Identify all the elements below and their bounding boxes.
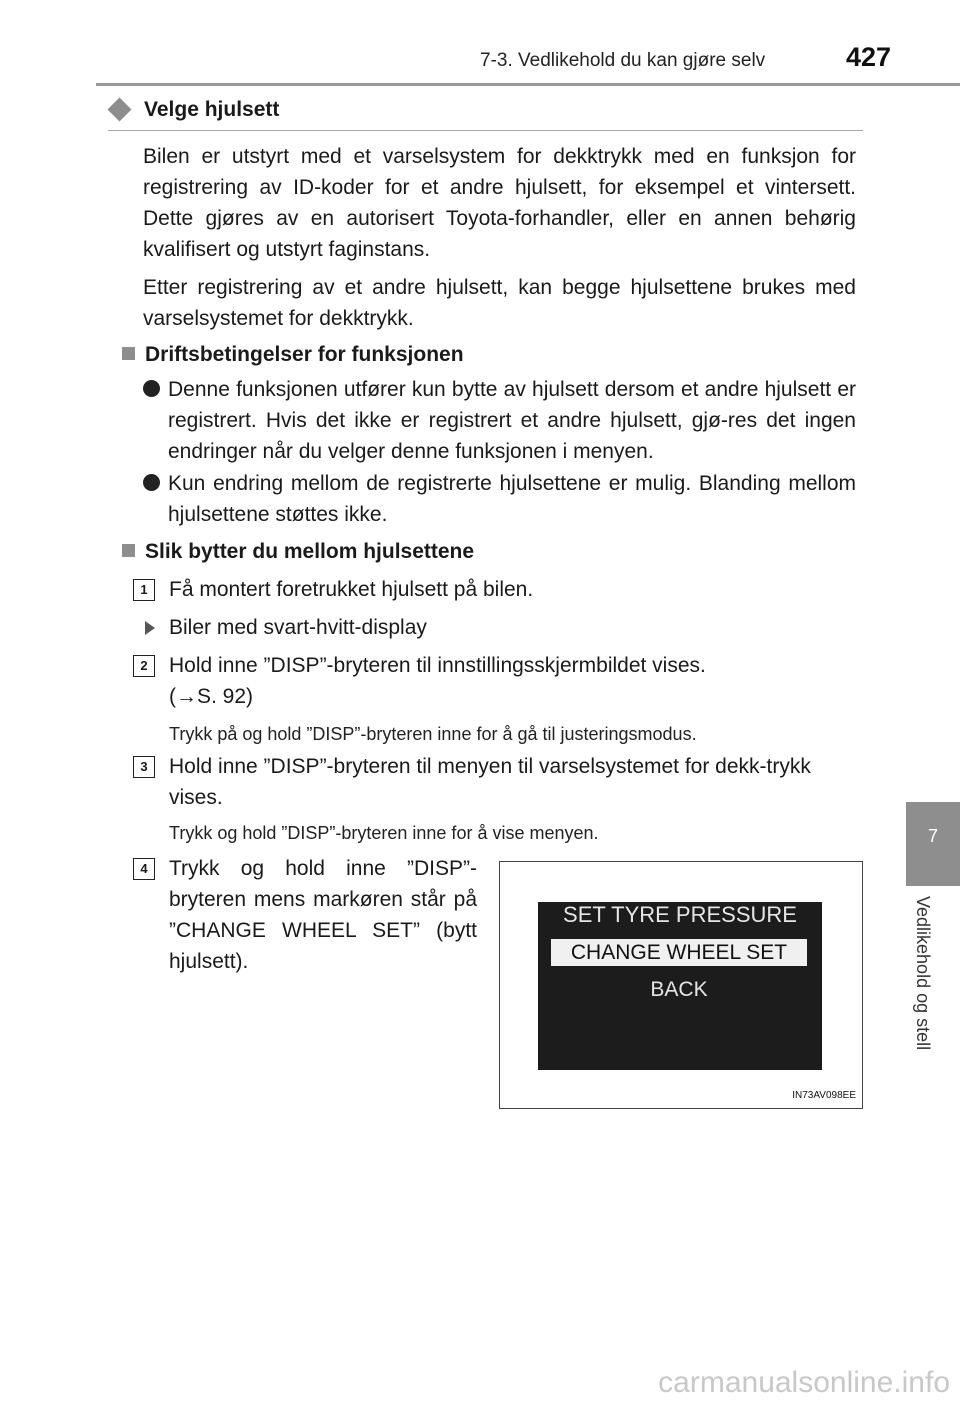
header-rule xyxy=(96,83,960,86)
conditions-title: Driftsbetingelser for funksjonen xyxy=(145,343,464,366)
condition-text: Denne funksjonen utfører kun bytte av hjulsett dersom et andre hjulsett er registrert. Hvis det ikke er registrert et andre hjulsett, gjø-res det ingen endringer når du velger denne funksjonen i menyen. xyxy=(168,378,856,463)
bullet-dot-icon xyxy=(143,380,160,397)
step-2-text: Hold inne ”DISP”-bryteren til innstillingsskjermbildet vises. xyxy=(169,654,706,677)
switching-heading xyxy=(122,540,474,564)
square-bullet-icon xyxy=(122,544,135,557)
step-3-note: Trykk og hold ”DISP”-bryteren inne for å vise menyen. xyxy=(169,823,599,843)
chapter-header: 7-3. Vedlikehold du kan gjøre selv xyxy=(480,50,766,71)
page-number: 427 xyxy=(846,42,892,72)
figure-code: IN73AV098EE xyxy=(792,1090,856,1101)
section-heading xyxy=(108,97,863,131)
menu-item-back: BACK xyxy=(650,978,708,1001)
registration-paragraph: Etter registrering av et andre hjulsett, kan begge hjulsettene brukes med varselsystemet for dekktrykk. xyxy=(143,276,856,330)
step-number-box: 3 xyxy=(133,756,155,778)
triangle-right-icon xyxy=(145,621,155,635)
step-2-note: Trykk på og hold ”DISP”-bryteren inne for å gå til justeringsmodus. xyxy=(169,724,697,744)
step-2-reference: (→S. 92) xyxy=(169,685,254,708)
switching-title: Slik bytter du mellom hjulsettene xyxy=(145,540,475,563)
intro-paragraph: Bilen er utstyrt med et varselsystem for dekktrykk med en funksjon for registrering av ID-koder for et andre hjulsett, for eksempel et vintersett. Dette gjøres av en autorisert Toyota-forhandler, eller en annen behørig kvalifisert og utstyrt faginstans. xyxy=(143,145,856,261)
step-number-box: 4 xyxy=(133,858,155,880)
chapter-tab-number: 7 xyxy=(927,826,938,846)
square-bullet-icon xyxy=(122,347,135,360)
condition-text: Kun endring mellom de registrerte hjulsettene er mulig. Blanding mellom hjulsettene støttes ikke. xyxy=(168,472,856,526)
step-number-box: 1 xyxy=(133,579,155,601)
diamond-icon xyxy=(107,97,131,121)
watermark: carmanualsonline.info xyxy=(658,1366,950,1399)
condition-item xyxy=(143,374,856,467)
variant-label xyxy=(145,612,427,643)
condition-item xyxy=(143,468,856,530)
variant-text: Biler med svart-hvitt-display xyxy=(169,616,427,639)
step-3-text: Hold inne ”DISP”-bryteren til menyen til varselsystemet for dekk-trykk vises. xyxy=(169,755,811,809)
section-title: Velge hjulsett xyxy=(144,98,280,121)
conditions-heading xyxy=(122,343,464,367)
chapter-side-label xyxy=(912,896,942,1076)
step-number-box: 2 xyxy=(133,655,155,677)
step-1-text: Få montert foretrukket hjulsett på bilen. xyxy=(169,578,534,601)
bullet-dot-icon xyxy=(143,474,160,491)
chapter-side-label-text: Vedlikehold og stell xyxy=(913,896,933,1051)
menu-item-set-tyre-pressure: SET TYRE PRESSURE xyxy=(563,902,797,927)
menu-item-change-wheel-set-highlighted: CHANGE WHEEL SET xyxy=(551,939,807,966)
step-4-text: Trykk og hold inne ”DISP”-bryteren mens markøren står på ”CHANGE WHEEL SET” (bytt hjulsett). xyxy=(169,857,477,973)
